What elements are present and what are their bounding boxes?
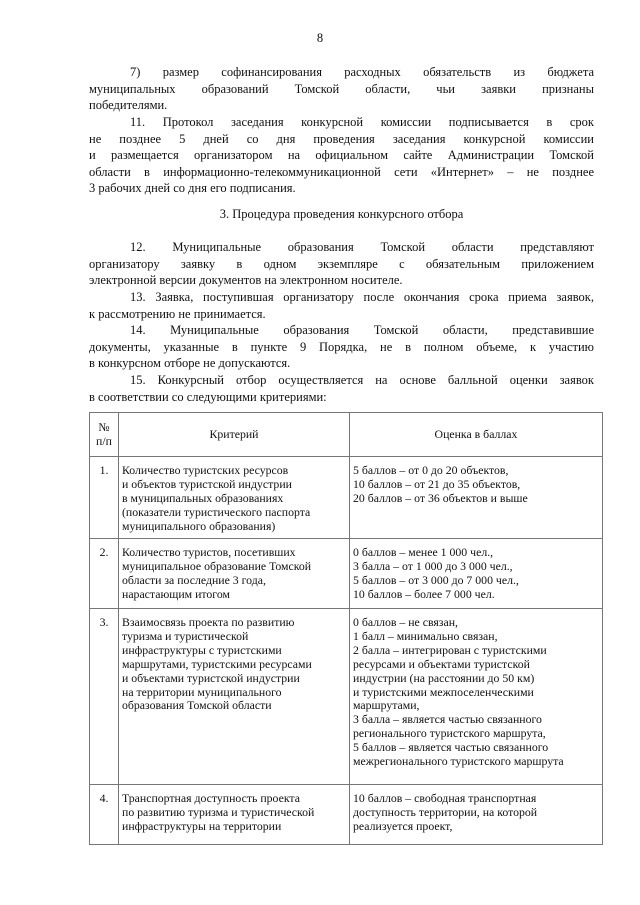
text-line: и размещается организатором на официальном сайте Администрации Томской [89, 148, 594, 163]
score-line: 5 баллов – от 0 до 20 объектов, [353, 463, 509, 477]
criterion-line: Транспортная доступность проекта [122, 791, 300, 805]
text-line: победителями. [89, 98, 168, 113]
criterion-line: муниципального образования) [122, 518, 276, 533]
score-line: маршрутами, [353, 698, 420, 713]
criterion-line: в муниципальных образованиях [122, 490, 284, 505]
header-number [90, 413, 119, 457]
criterion-cell [119, 457, 350, 539]
score-line: 0 баллов – не связан, [353, 615, 458, 629]
text-line: к рассмотрению не принимается. [89, 306, 266, 321]
row-number: 2. [90, 539, 119, 609]
score-line: 3 балла – от 1 000 до 3 000 чел., [353, 558, 513, 573]
criterion-line: инфраструктуры на территории [122, 818, 282, 833]
criterion-line: (показатели туристического паспорта [122, 504, 311, 519]
criterion-line: и объектов туристской индустрии [122, 476, 292, 491]
section-heading: 3. Процедура проведения конкурсного отбора [219, 207, 464, 221]
score-line: 1 балл – минимально связан, [353, 628, 498, 643]
row-number: 3. [90, 609, 119, 785]
score-cell [350, 457, 603, 539]
score-line: 10 баллов – более 7 000 чел. [353, 586, 495, 601]
text-line: 12. Муниципальные образования Томской области представляют [130, 240, 594, 254]
score-cell [350, 609, 603, 785]
criterion-line: по развитию туризма и туристической [122, 804, 315, 819]
criteria-table [89, 412, 603, 845]
table-row [90, 539, 603, 609]
score-line: индустрии (на расстоянии до 50 км) [353, 670, 535, 685]
criterion-line: инфраструктуры с туристскими [122, 642, 282, 657]
score-line: регионального туристского маршрута, [353, 726, 546, 741]
criterion-cell [119, 539, 350, 609]
header-score: Оценка в баллах [350, 413, 603, 457]
criterion-line: Количество туристских ресурсов [122, 463, 289, 477]
criterion-line: образования Томской области [122, 698, 272, 713]
row-number: 4. [90, 785, 119, 845]
text-line: организатору заявку в одном экземпляре с обязательным приложением [89, 256, 594, 271]
text-line: не позднее 5 дней со дня проведения заседания конкурсной комиссии [89, 131, 594, 146]
table-header-row [90, 413, 603, 457]
paragraph-11 [89, 114, 594, 197]
page-number: 8 [316, 31, 324, 45]
criterion-line: на территории муниципального [122, 684, 282, 699]
text-line: 7) размер софинансирования расходных обязательств из бюджета [130, 65, 594, 79]
text-line: муниципальных образований Томской области, чьи заявки признаны [89, 81, 594, 96]
score-line: доступность территории, на которой [353, 804, 538, 819]
text-line: области в информационно-телекоммуникационной сети «Интернет» – не позднее [89, 164, 594, 179]
text-line: 3 рабочих дней со дня его подписания. [89, 181, 296, 196]
score-line: 0 баллов – менее 1 000 чел., [353, 545, 494, 559]
text-line: электронной версии документов на электронном носителе. [89, 273, 403, 288]
table-row [90, 785, 603, 845]
criterion-line: маршрутами, туристскими ресурсами [122, 656, 312, 671]
criterion-cell [119, 785, 350, 845]
text-line: документы, указанные в пункте 9 Порядка, не в полном объеме, к участию [89, 339, 594, 354]
score-line: 20 баллов – от 36 объектов и выше [353, 490, 528, 505]
paragraph-13 [89, 289, 594, 322]
text-line: 14. Муниципальные образования Томской области, представившие [130, 323, 594, 337]
text-line: 11. Протокол заседания конкурсной комиссии подписывается в срок [130, 115, 594, 129]
criterion-line: туризма и туристической [122, 628, 249, 643]
row-number: 1. [90, 457, 119, 539]
score-cell [350, 539, 603, 609]
paragraph-15 [89, 372, 594, 405]
text-line: 13. Заявка, поступившая организатору после окончания срока приема заявок, [130, 290, 594, 304]
score-line: 5 баллов – является частью связанного [353, 740, 549, 755]
criterion-line: муниципальное образование Томской [122, 558, 312, 573]
paragraph-12 [89, 239, 594, 289]
score-cell [350, 785, 603, 845]
criterion-line: Количество туристов, посетивших [122, 545, 296, 559]
score-line: 3 балла – является частью связанного [353, 712, 542, 727]
table-row [90, 457, 603, 539]
paragraph-14 [89, 322, 594, 372]
header-number-abbr: п/п [96, 433, 112, 448]
score-line: 5 баллов – от 3 000 до 7 000 чел., [353, 572, 519, 587]
header-criterion: Критерий [119, 413, 350, 457]
criterion-cell [119, 609, 350, 785]
criterion-line: нарастающим итогом [122, 586, 230, 601]
score-line: реализуется проект, [353, 818, 453, 833]
header-number-symbol: № [98, 419, 110, 434]
score-line: 2 балла – интегрирован с туристскими [353, 642, 547, 657]
score-line: ресурсами и объектами туристской [353, 656, 530, 671]
score-line: 10 баллов – свободная транспортная [353, 791, 537, 805]
text-line: в конкурсном отборе не допускаются. [89, 356, 291, 371]
text-line: 15. Конкурсный отбор осуществляется на основе балльной оценки заявок [130, 373, 594, 387]
score-line: межрегионального туристского маршрута [353, 754, 564, 769]
text-line: в соответствии со следующими критериями: [89, 389, 327, 404]
criterion-line: области за последние 3 года, [122, 572, 266, 587]
paragraph-item-7 [89, 64, 594, 114]
score-line: и туристскими межпоселенческими [353, 684, 534, 699]
table-row [90, 609, 603, 785]
criterion-line: и объектами туристской индустрии [122, 670, 300, 685]
score-line: 10 баллов – от 21 до 35 объектов, [353, 476, 521, 491]
criterion-line: Взаимосвязь проекта по развитию [122, 615, 295, 629]
